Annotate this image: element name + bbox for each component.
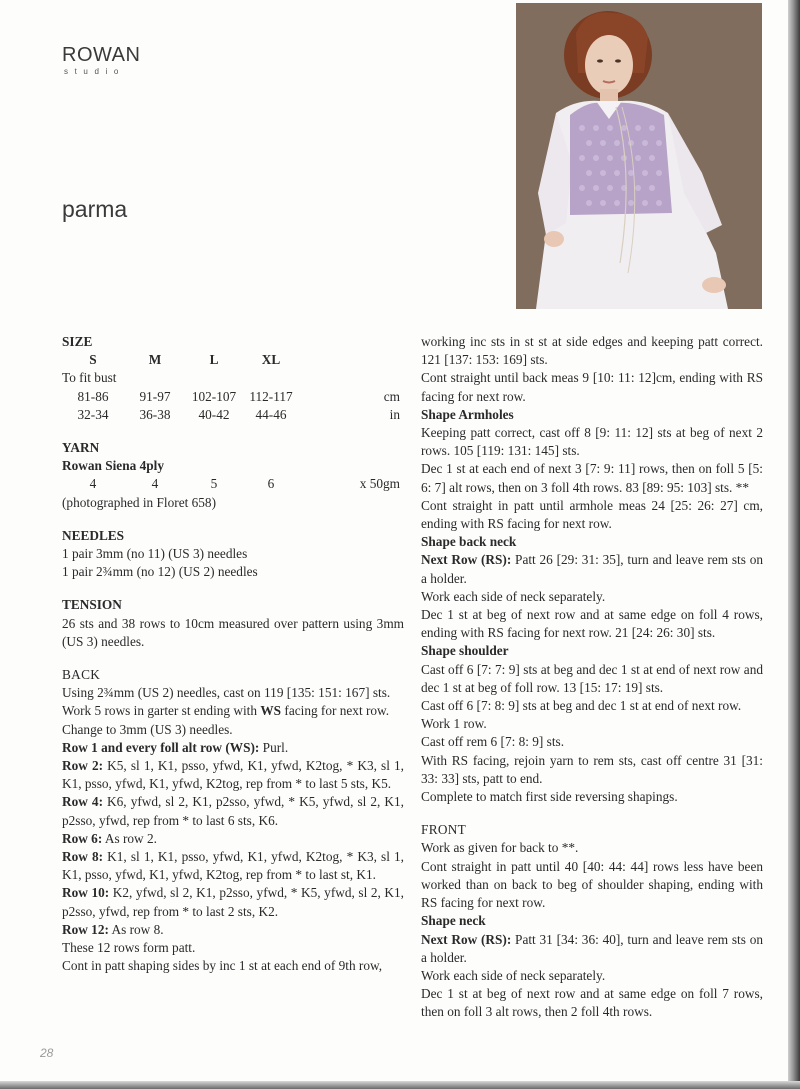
table-row bbox=[62, 406, 400, 424]
row-6: Row 6: As row 2. bbox=[62, 830, 157, 846]
right-p2: Cont straight until back meas 9 [10: 11: 12]cm, ending with RS facing for next row. bbox=[421, 370, 763, 404]
size-header-s: S bbox=[89, 352, 97, 368]
right-p1: working inc sts in st st at side edges and keeping patt correct. 121 [137: 153: 169] sts. bbox=[421, 334, 763, 368]
table-row bbox=[62, 475, 400, 493]
pattern-title: parma bbox=[62, 196, 128, 222]
needles-line-2: 1 pair 2¾mm (no 12) (US 2) needles bbox=[62, 564, 258, 580]
yarn-l: 5 bbox=[210, 476, 218, 492]
right-p10: Work 1 row. bbox=[421, 716, 487, 732]
yarn-table bbox=[62, 475, 400, 493]
size-header-m: M bbox=[148, 352, 162, 368]
page-bottom-shadow bbox=[0, 1081, 800, 1089]
bust-in-xl: 44-46 bbox=[255, 406, 287, 422]
needles-heading: NEEDLES bbox=[62, 527, 125, 543]
brand-subtitle: studio bbox=[64, 67, 125, 76]
right-p6: Work each side of neck separately. bbox=[421, 588, 606, 604]
back-p4: These 12 rows form patt. bbox=[62, 940, 196, 956]
row-4: Row 4: K6, yfwd, sl 2, K1, p2sso, yfwd, * K5, yfwd, sl 2, K1, p2sso, yfwd, rep from * to last 6 sts, K6. bbox=[62, 794, 404, 828]
yarn-m: 4 bbox=[151, 476, 159, 492]
bust-in-unit: in bbox=[389, 406, 400, 422]
bust-cm-l: 102-107 bbox=[191, 388, 237, 404]
size-header-xl: XL bbox=[261, 352, 281, 368]
row-10: Row 10: K2, yfwd, sl 2, K1, p2sso, yfwd, * K5, yfwd, sl 2, K1, p2sso, yfwd, rep from * to last 2 sts, K2. bbox=[62, 885, 405, 919]
front-next-row: Next Row (RS): Patt 31 [34: 36: 40], turn and leave rem sts on a holder. bbox=[421, 931, 763, 965]
needles-line-1: 1 pair 3mm (no 11) (US 3) needles bbox=[62, 546, 248, 562]
front-p2: Cont straight in patt until 40 [40: 44: 44] rows less have been worked than on back to beg of shoulder shaping, ending with RS facing for next row. bbox=[421, 858, 763, 911]
right-p13: Complete to match first side reversing shapings. bbox=[421, 789, 678, 805]
bust-cm-unit: cm bbox=[383, 388, 400, 404]
shoulder-heading: Shape shoulder bbox=[421, 643, 509, 659]
front-p4: Dec 1 st at beg of next row and at same edge on foll 7 rows, then on foll 3 alt rows, then 2 foll 4th rows. bbox=[421, 986, 763, 1020]
back-heading: BACK bbox=[62, 667, 101, 683]
bust-cm-s: 81-86 bbox=[77, 388, 109, 404]
right-p9: Cast off 6 [7: 8: 9] sts at beg and dec 1 st at end of next row. bbox=[421, 698, 742, 714]
right-p4: Dec 1 st at each end of next 3 [7: 9: 11] rows, then on foll 5 [5: 6: 7] alt rows, then on 3 foll 4th rows. 83 [89: 95: 103] sts. ** bbox=[421, 461, 763, 495]
right-p7: Dec 1 st at beg of next row and at same edge on foll 4 rows, ending with RS facing for next row. 21 [24: 26: 30] sts. bbox=[421, 607, 763, 641]
size-header-l: L bbox=[209, 352, 219, 368]
size-table bbox=[62, 351, 400, 369]
size-header-row bbox=[62, 351, 400, 369]
tension-text: 26 sts and 38 rows to 10cm measured over pattern using 3mm (US 3) needles. bbox=[62, 615, 404, 649]
row-12: Row 12: As row 8. bbox=[62, 921, 164, 937]
front-p3: Work each side of neck separately. bbox=[421, 967, 606, 983]
left-column bbox=[62, 333, 404, 976]
bust-in-s: 32-34 bbox=[77, 406, 109, 422]
right-p12: With RS facing, rejoin yarn to rem sts, cast off centre 31 [31: 33: 33] sts, patt to end. bbox=[421, 752, 763, 786]
yarn-xl: 6 bbox=[267, 476, 275, 492]
model-photo bbox=[516, 3, 762, 309]
right-p5: Cont straight in patt until armhole meas 24 [25: 26: 27] cm, ending with RS facing for next row. bbox=[421, 497, 763, 532]
yarn-note: (photographed in Floret 658) bbox=[62, 494, 216, 510]
bust-in-l: 40-42 bbox=[198, 406, 230, 422]
next-row: Next Row (RS): Patt 26 [29: 31: 35], turn and leave rem sts on a holder. bbox=[421, 552, 763, 586]
brand-name: ROWAN bbox=[62, 44, 141, 66]
armholes-heading: Shape Armholes bbox=[421, 406, 514, 422]
yarn-heading: YARN bbox=[62, 440, 100, 456]
page-edge-shadow bbox=[788, 0, 800, 1089]
row-8: Row 8: K1, sl 1, K1, psso, yfwd, K1, yfwd, K2tog, * K3, sl 1, K1, psso, yfwd, K1, yfwd, K2tog, rep from * to last st, K1. bbox=[62, 849, 404, 883]
right-p3: Keeping patt correct, cast off 8 [9: 11: 12] sts at beg of next 2 rows. 105 [119: 131: 145] sts. bbox=[421, 425, 763, 459]
table-row bbox=[62, 388, 400, 406]
bust-table bbox=[62, 388, 400, 424]
right-p11: Cast off rem 6 [7: 8: 9] sts. bbox=[421, 734, 565, 750]
bust-cm-m: 91-97 bbox=[139, 388, 171, 404]
tension-heading: TENSION bbox=[62, 597, 122, 613]
model-photo-icon bbox=[516, 3, 762, 309]
back-p2: Work 5 rows in garter st ending with WS facing for next row. bbox=[62, 703, 390, 719]
fit-bust-label: To fit bust bbox=[62, 370, 117, 386]
back-p5: Cont in patt shaping sides by inc 1 st at each end of 9th row, bbox=[62, 958, 383, 974]
row-1: Row 1 and every foll alt row (WS): Purl. bbox=[62, 739, 289, 755]
size-heading: SIZE bbox=[62, 334, 93, 349]
row-2: Row 2: K5, sl 1, K1, psso, yfwd, K1, yfwd, K2tog, * K3, sl 1, K1, psso, yfwd, K1, yfwd, K2tog, rep from * to last 5 sts, K5. bbox=[62, 758, 404, 792]
front-p1: Work as given for back to **. bbox=[421, 840, 579, 856]
back-neck-heading: Shape back neck bbox=[421, 534, 517, 550]
right-p8: Cast off 6 [7: 7: 9] sts at beg and dec 1 st at end of next row and dec 1 st at beg of foll row. 13 [15: 17: 19] sts. bbox=[421, 661, 763, 695]
brand-logo bbox=[62, 44, 140, 76]
neck-heading: Shape neck bbox=[421, 913, 486, 929]
bust-cm-xl: 112-117 bbox=[249, 388, 293, 404]
front-heading: FRONT bbox=[421, 822, 467, 838]
right-column bbox=[421, 333, 763, 1022]
page-number: 28 bbox=[40, 1046, 54, 1060]
yarn-name: Rowan Siena 4ply bbox=[62, 458, 164, 474]
back-p3: Change to 3mm (US 3) needles. bbox=[62, 721, 233, 737]
back-p1: Using 2¾mm (US 2) needles, cast on 119 [135: 151: 167] sts. bbox=[62, 685, 391, 701]
yarn-unit: x 50gm bbox=[359, 476, 400, 492]
yarn-s: 4 bbox=[89, 476, 97, 492]
bust-in-m: 36-38 bbox=[139, 406, 171, 422]
